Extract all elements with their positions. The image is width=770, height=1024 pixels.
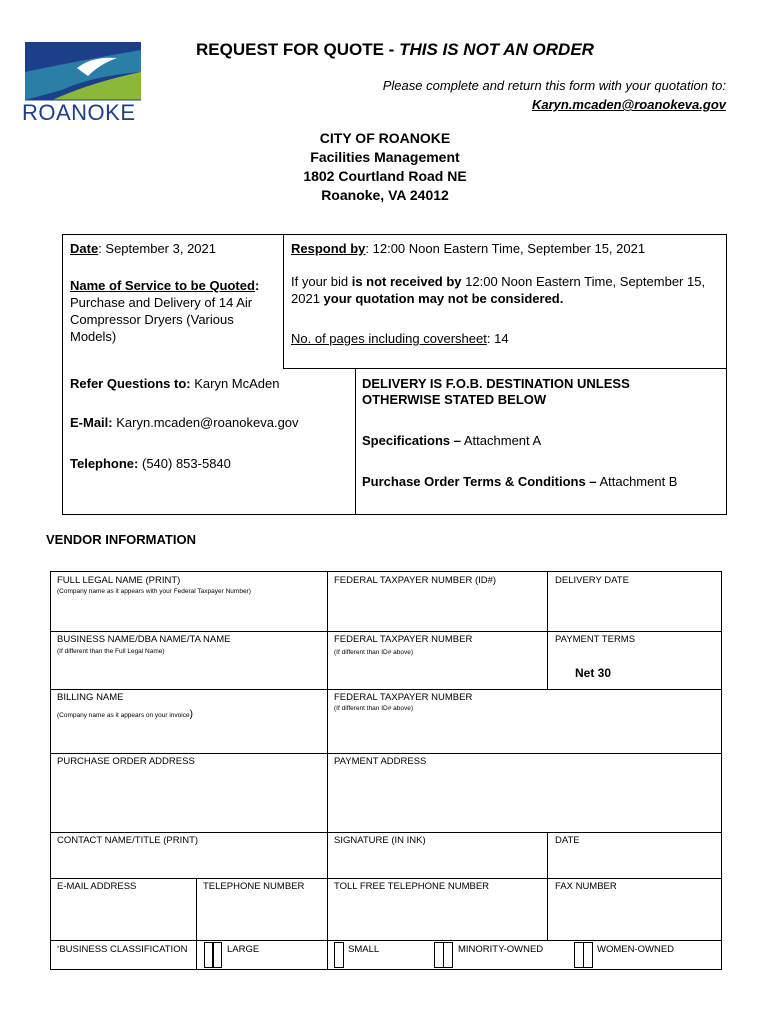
fax-label: FAX NUMBER [555,881,617,892]
date-label: DATE [555,835,580,846]
page-count-field: No. of pages including coversheet: 14 [291,331,509,346]
payment-terms-value: Net 30 [575,666,612,680]
bid-notice: If your bid is not received by 12:00 Noon Eastern Time, September 15, 2021 your quotation may not be considered. [291,274,706,306]
po-terms-field: Purchase Order Terms & Conditions – Attachment B [362,474,678,489]
fed-tax-3-label: FEDERAL TAXPAYER NUMBER [334,692,473,703]
fed-tax-2-label: FEDERAL TAXPAYER NUMBER [334,634,473,645]
contact-name-label: CONTACT NAME/TITLE (PRINT) [57,835,199,846]
payment-terms-label: PAYMENT TERMS [555,634,636,645]
business-name-label: BUSINESS NAME/DBA NAME/TA NAME [57,634,231,645]
page-title: REQUEST FOR QUOTE - THIS IS NOT AN ORDER [196,40,594,59]
payment-address-label: PAYMENT ADDRESS [334,756,427,767]
address-line-4: Roanoke, VA 24012 [321,187,449,203]
service-name-field: Name of Service to be Quoted: Purchase and Delivery of 14 Air Compressor Dryers (Various Models) [70,278,260,344]
po-address-label: PURCHASE ORDER ADDRESS [57,756,195,767]
billing-name-note: (Company name as it appears on your invoice) [57,709,193,720]
full-legal-name-label: FULL LEGAL NAME (PRINT) [57,575,181,586]
full-legal-name-note: (Company name as it appears with your Federal Taxpayer Number) [57,588,251,595]
fed-tax-2-note: (If different than ID# above) [334,649,414,656]
fed-tax-3-note: (If different than ID# above) [334,705,414,712]
small-checkbox[interactable] [334,942,344,968]
women-label: WOMEN-OWNED [597,944,675,955]
business-name-note: (If different than the Full Legal Name) [57,648,165,655]
women-checkbox-inner [583,942,593,968]
small-label: SMALL [348,944,380,955]
refer-questions-field: Refer Questions to: Karyn McAden [70,376,280,391]
delivery-notice-line-1: DELIVERY IS F.O.B. DESTINATION UNLESS [362,376,630,391]
fed-tax-id-label: FEDERAL TAXPAYER NUMBER (ID#) [334,575,497,586]
contact-email-field: E-Mail: Karyn.mcaden@roanokeva.gov [70,415,299,430]
large-label: LARGE [227,944,260,955]
return-instruction: Please complete and return this form with your quotation to: [382,78,726,93]
return-email-link[interactable]: Karyn.mcaden@roanokeva.gov [531,97,726,112]
specifications-field: Specifications – Attachment A [362,433,542,448]
respond-by-field: Respond by: 12:00 Noon Eastern Time, September 15, 2021 [291,241,646,256]
telephone-label: TELEPHONE NUMBER [203,881,305,892]
signature-label: SIGNATURE (IN INK) [334,835,426,846]
business-class-label: *BUSINESS CLASSIFICATION [57,944,188,955]
delivery-notice-line-2: OTHERWISE STATED BELOW [362,392,547,407]
vendor-heading: VENDOR INFORMATION [46,532,196,547]
address-line-2: Facilities Management [310,149,460,165]
address-line-1: CITY OF ROANOKE [319,130,451,146]
large-checkbox-inner [212,942,222,968]
minority-checkbox-inner [443,942,453,968]
toll-free-label: TOLL FREE TELEPHONE NUMBER [334,881,490,892]
delivery-date-label: DELIVERY DATE [555,575,629,586]
email-address-label: E-MAIL ADDRESS [57,881,137,892]
telephone-field: Telephone: (540) 853-5840 [70,456,231,471]
address-line-3: 1802 Courtland Road NE [303,168,467,184]
billing-name-label: BILLING NAME [57,692,124,703]
logo-wordmark: ROANOKE [22,100,136,125]
date-field: Date: September 3, 2021 [70,241,216,256]
minority-label: MINORITY-OWNED [458,944,544,955]
